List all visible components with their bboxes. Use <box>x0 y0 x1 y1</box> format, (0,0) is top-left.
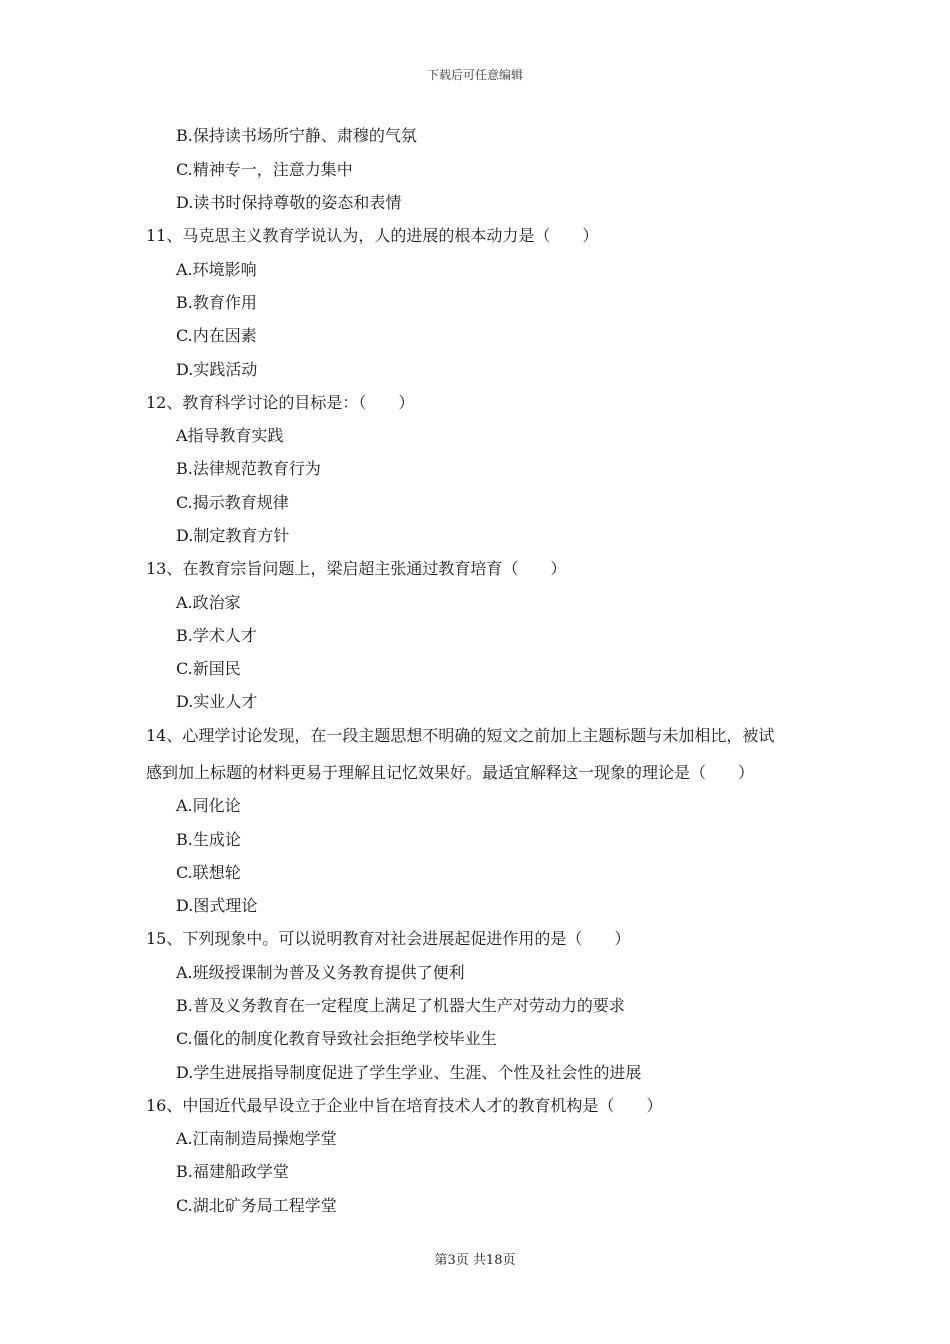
option-line: C.揭示教育规律 <box>176 493 289 512</box>
question-line: 11、马克思主义教育学说认为，人的进展的根本动力是（ ） <box>146 226 599 245</box>
option-line: C.湖北矿务局工程学堂 <box>176 1196 337 1215</box>
option-line: A.政治家 <box>176 593 241 612</box>
option-line: B.福建船政学堂 <box>176 1162 289 1181</box>
option-line: C.联想轮 <box>176 863 241 882</box>
question-line: 12、教育科学讨论的目标是：（ ） <box>146 393 415 412</box>
page-footer: 第3页 共18页 <box>434 1253 516 1268</box>
option-line: C.新国民 <box>176 659 241 678</box>
question-line: 15、下列现象中。可以说明教育对社会进展起促进作用的是（ ） <box>146 929 631 948</box>
question-line: 感到加上标题的材料更易于理解且记忆效果好。最适宜解释这一现象的理论是（ ） <box>146 763 755 782</box>
option-line: B.普及义务教育在一定程度上满足了机器大生产对劳动力的要求 <box>176 996 625 1015</box>
option-line: B.保持读书场所宁静、肃穆的气氛 <box>176 126 417 145</box>
option-line: C.内在因素 <box>176 326 257 345</box>
option-line: B.生成论 <box>176 830 241 849</box>
option-line: D.实践活动 <box>176 360 258 379</box>
option-line: A.班级授课制为普及义务教育提供了便利 <box>176 963 465 982</box>
option-line: A指导教育实践 <box>176 426 284 445</box>
option-line: D.实业人才 <box>176 692 258 711</box>
option-line: D.学生进展指导制度促进了学生学业、生涯、个性及社会性的进展 <box>176 1063 642 1082</box>
option-line: A.环境影响 <box>176 260 257 279</box>
option-line: A.江南制造局操炮学堂 <box>176 1129 337 1148</box>
option-line: B.法律规范教育行为 <box>176 459 321 478</box>
question-line: 14、心理学讨论发现，在一段主题思想不明确的短文之前加上主题标题与未加相比，被试 <box>146 726 775 745</box>
option-line: D.制定教育方针 <box>176 526 290 545</box>
option-line: A.同化论 <box>176 796 241 815</box>
question-line: 16、中国近代最早设立于企业中旨在培育技术人才的教育机构是（ ） <box>146 1096 663 1115</box>
option-line: C.精神专一，注意力集中 <box>176 160 353 179</box>
option-line: C.僵化的制度化教育导致社会拒绝学校毕业生 <box>176 1029 497 1048</box>
question-line: 13、在教育宗旨问题上，梁启超主张通过教育培育（ ） <box>146 559 567 578</box>
option-line: B.教育作用 <box>176 293 257 312</box>
option-line: D.图式理论 <box>176 896 258 915</box>
option-line: D.读书时保持尊敬的姿态和表情 <box>176 193 402 212</box>
page-header: 下载后可任意编辑 <box>426 68 523 82</box>
option-line: B.学术人才 <box>176 626 257 645</box>
